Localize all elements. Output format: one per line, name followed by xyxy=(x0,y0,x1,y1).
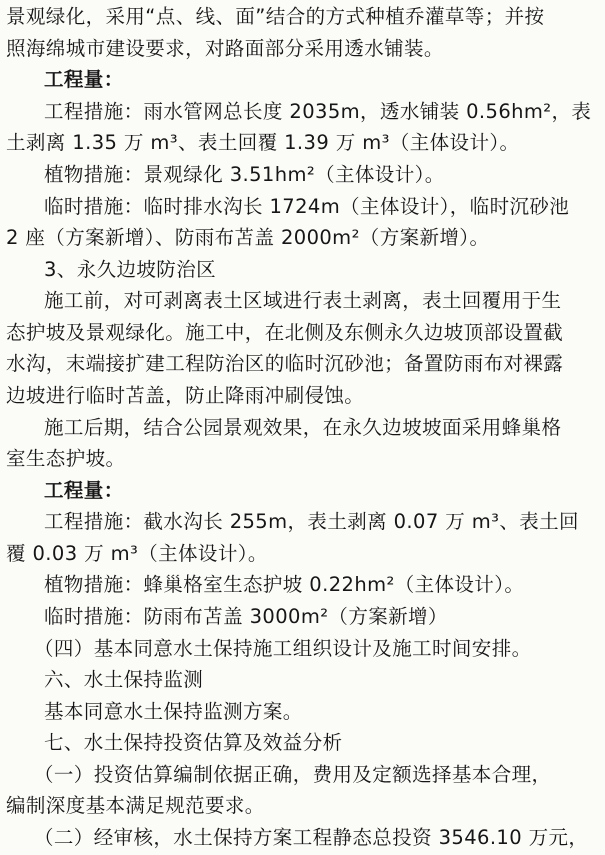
section-heading: 七、水土保持投资估算及效益分析 xyxy=(44,731,343,755)
text-line: 植物措施：景观绿化 3.51hm²（主体设计）。 xyxy=(44,162,445,186)
text-line: 临时措施：防雨布苫盖 3000m²（方案新增） xyxy=(44,605,448,628)
text-line: 2 座（方案新增）、防雨布苫盖 2000m²（方案新增）。 xyxy=(6,226,490,249)
text-line: （二）经审核，水土保持方案工程静态总投资 3546.10 万元， xyxy=(34,826,589,849)
text-line: 基本同意水土保持监测方案。 xyxy=(44,699,303,723)
text-line: 工程措施：截水沟长 255m，表土剥离 0.07 万 m³、表土回 xyxy=(44,510,579,534)
text-line: 施工后期，结合公园景观效果，在永久边坡坡面采用蜂巢格 xyxy=(44,415,562,439)
text-line: 室生态护坡。 xyxy=(6,447,126,471)
text-line: 工程措施：雨水管网总长度 2035m，透水铺装 0.56hm²，表 xyxy=(44,99,592,123)
text-line: 临时措施：临时排水沟长 1724m（主体设计），临时沉砂池 xyxy=(44,194,570,218)
text-line: （四）基本同意水土保持施工组织设计及施工时间安排。 xyxy=(34,636,532,660)
text-line: 土剥离 1.35 万 m³、表土回覆 1.39 万 m³（主体设计）。 xyxy=(6,131,520,155)
text-line: 覆 0.03 万 m³（主体设计）。 xyxy=(6,541,268,565)
section-label: 工程量： xyxy=(44,478,124,502)
text-line: 施工前，对可剥离表土区域进行表土剥离，表土回覆用于生 xyxy=(44,289,562,313)
text-line: 水沟，末端接扩建工程防治区的临时沉砂池；备置防雨布对裸露 xyxy=(6,352,564,376)
section-heading: 六、水土保持监测 xyxy=(44,668,204,692)
text-line: 态护坡及景观绿化。施工中，在北侧及东侧永久边坡顶部设置截 xyxy=(6,320,564,344)
text-line: 景观绿化，采用“点、线、面”结合的方式种植乔灌草等；并按 xyxy=(6,5,545,28)
text-line: 边坡进行临时苫盖，防止降雨冲刷侵蚀。 xyxy=(6,383,365,407)
text-line: 照海绵城市建设要求，对路面部分采用透水铺装。 xyxy=(6,36,444,60)
text-line: 编制深度基本满足规范要求。 xyxy=(6,794,265,818)
text-line: 植物措施：蜂巢格室生态护坡 0.22hm²（主体设计）。 xyxy=(44,573,525,597)
subsection-heading: 3、永久边坡防治区 xyxy=(44,257,217,281)
text-line: （一）投资估算编制依据正确，费用及定额选择基本合理， xyxy=(34,762,552,786)
section-label: 工程量： xyxy=(44,68,124,92)
